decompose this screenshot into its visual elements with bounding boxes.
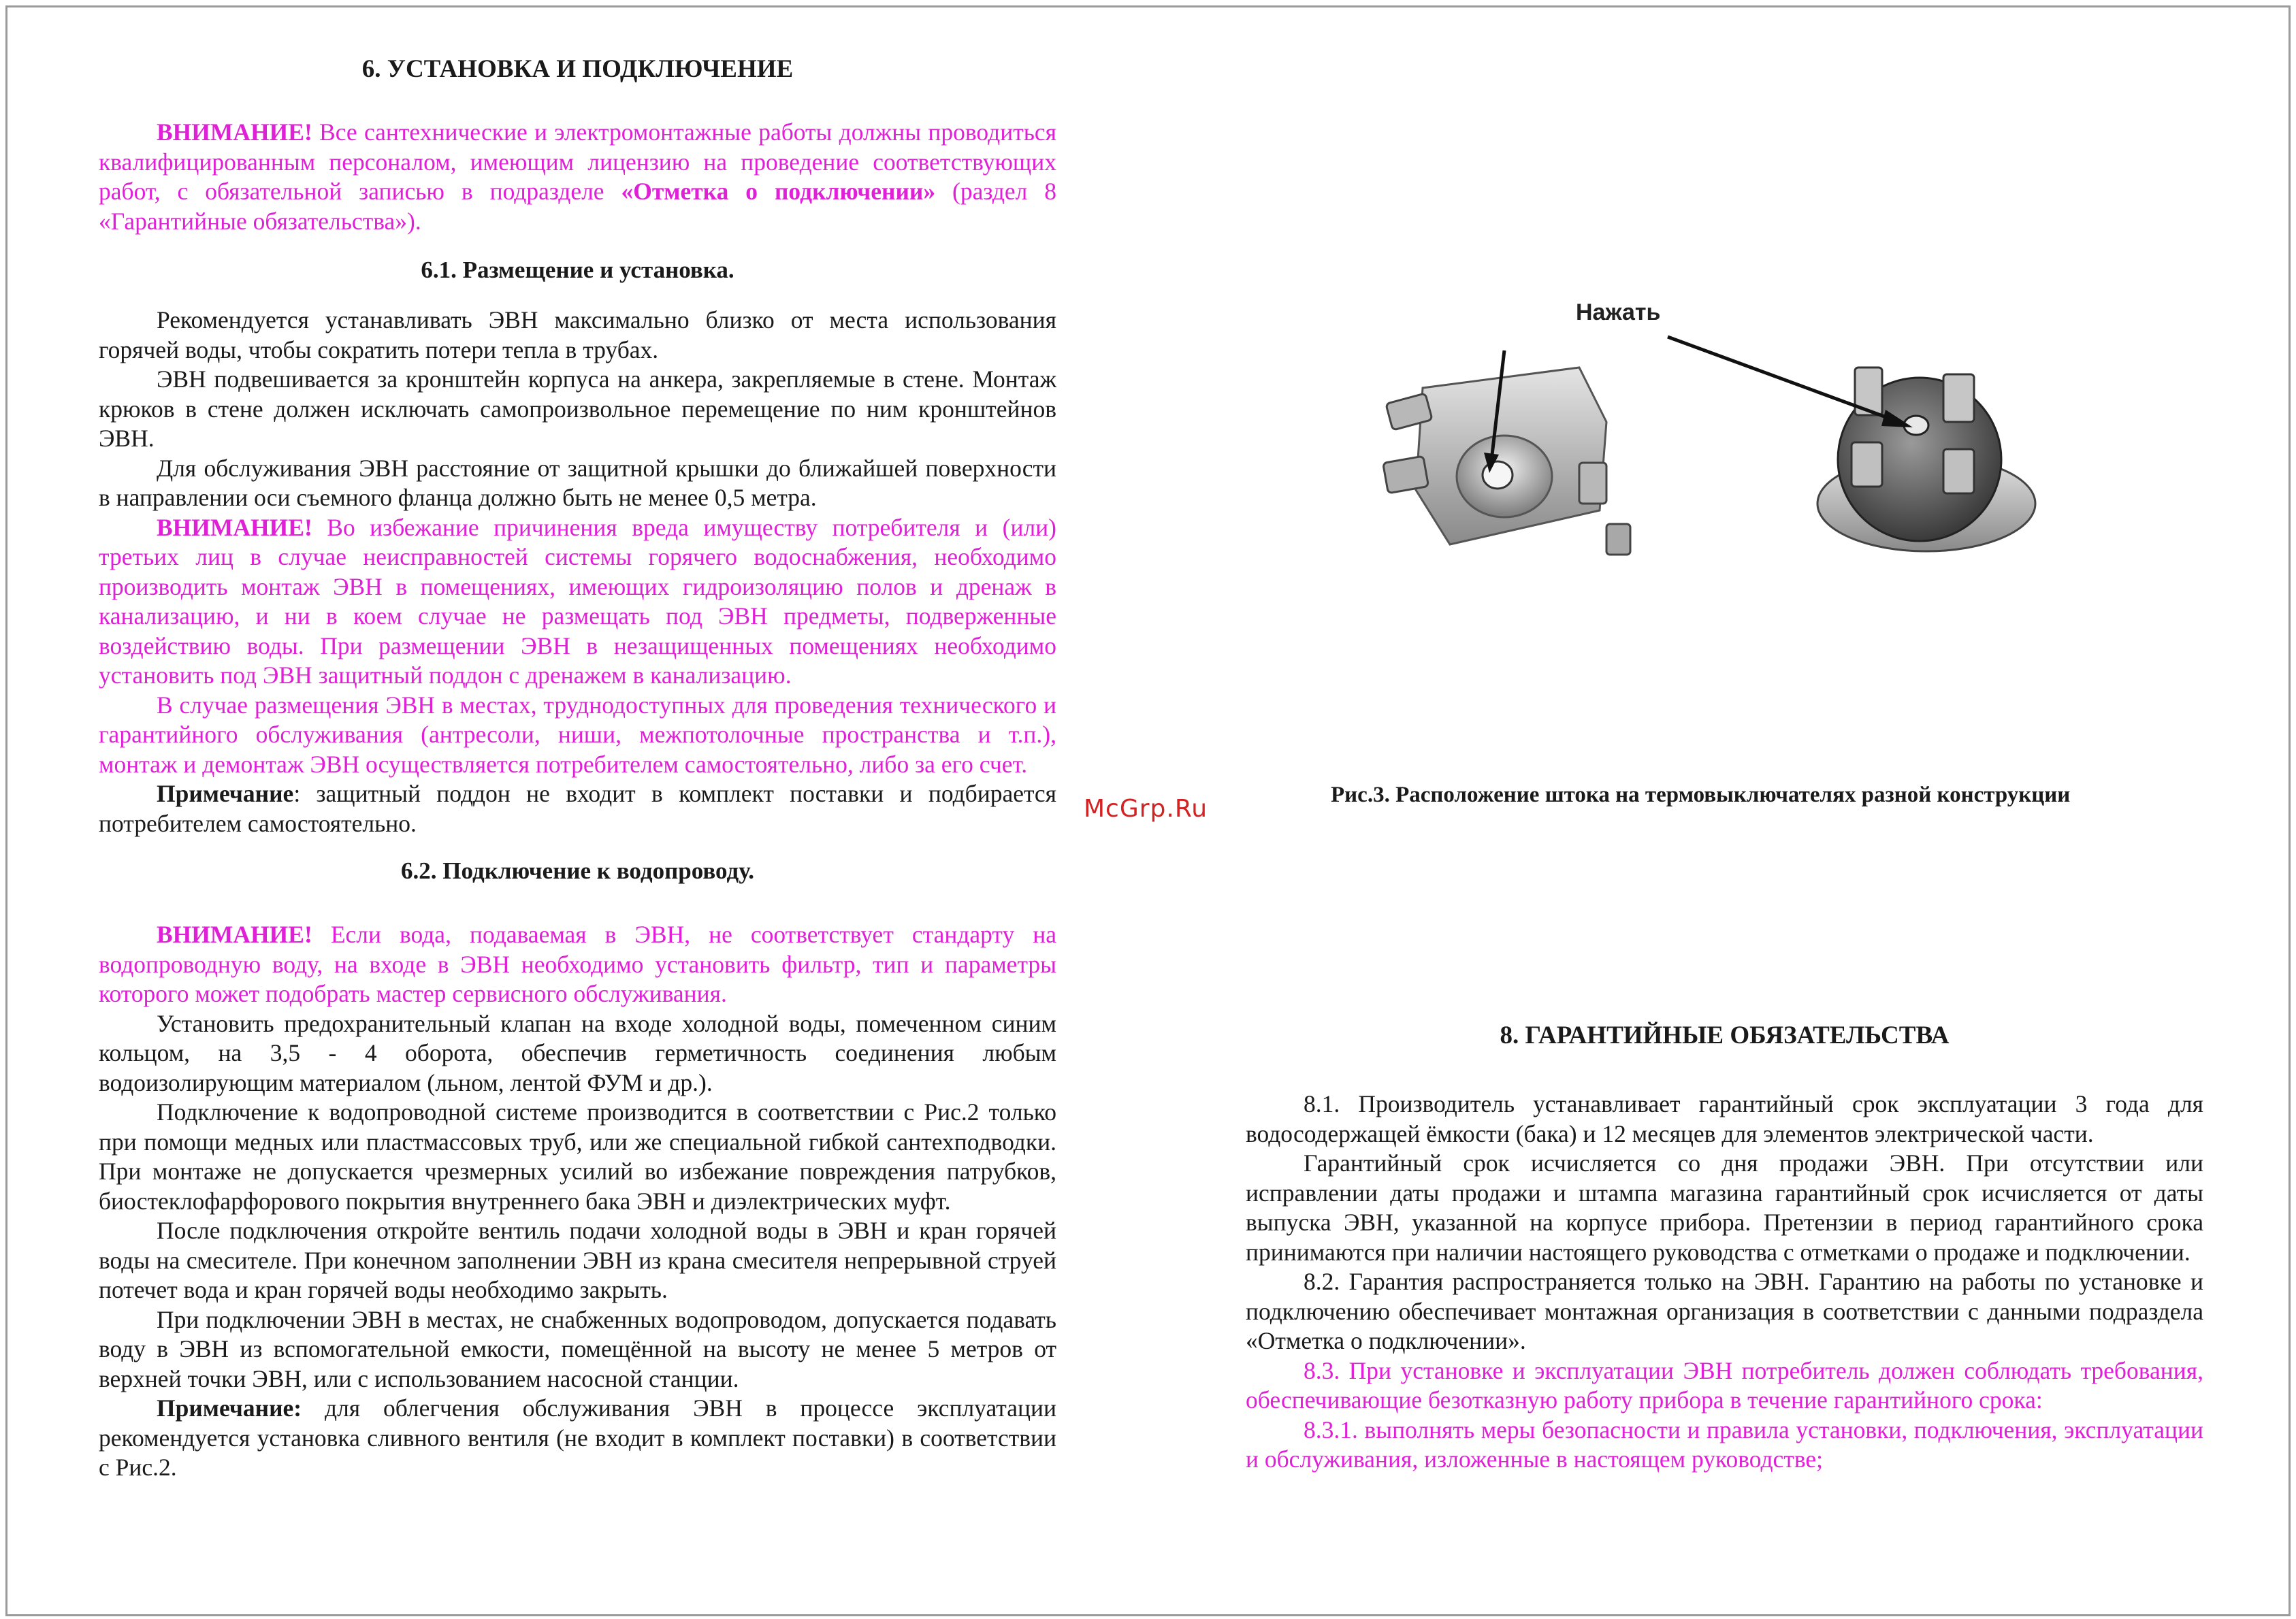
note-drain-valve: Примечание: для облегчения обслуживания ЭВН в процессе эксплуатации рекомендуется установка сливного вентиля (не входит в комплект поставки) в соответствии с Рис.2. [99,1394,1056,1481]
rod-thermostat-left [1383,367,1630,555]
paragraph-warranty-scope: 8.2. Гарантия распространяется только на ЭВН. Гарантию на работы по установке и подключению обеспечивает монтажная организация в соответствии с данными подраздела «Отметка о подключении». [1246,1268,2203,1354]
note-label: Примечание [157,780,294,807]
warning-bold-ref: «Отметка о подключении» [621,178,936,205]
paragraph-clearance: Для обслуживания ЭВН расстояние от защитной крышки до ближайшей поверхности в направлении оси съемного фланца должно быть не менее 0,5 метра. [99,454,1056,511]
subsection-6-1-title: 6.1. Размещение и установка. [421,257,734,283]
left-column [99,54,1056,1483]
warning-damage: ВНИМАНИЕ! Во избежание причинения вреда имуществу потребителя и (или) третьих лиц в случае неисправностей системы горячего водоснабжения, необходимо производить монтаж ЭВН в помещениях, имеющих гидроизоляцию полов и дренаж в канализацию, и ни в коем случае не размещать под ЭВН предметы, подверженные воздействию воды. При размещении ЭВН в незащищенных помещениях необходимо установить под ЭВН защитный поддон с дренажем в канализацию. [99,513,1056,689]
paragraph-mounting: ЭВН подвешивается за кронштейн корпуса на анкера, закрепляемые в стене. Монтаж крюков в стене должен исключать самопроизвольное перемещение по ним кронштейнов ЭВН. [99,365,1056,452]
warning-installation: ВНИМАНИЕ! Все сантехнические и электромонтажные работы должны проводиться квалифицированным персоналом, имеющим лицензию на проведение соответствующих работ, с обязательной записью в подразделе «Отметка о подключении» (раздел 8 «Гарантийные обязательства»). [99,118,1056,235]
paragraph-warranty-start: Гарантийный срок исчисляется со дня продажи ЭВН. При отсутствии или исправлении даты продажи и штампа магазина гарантийный срок исчисляется от даты выпуска ЭВН, указанной на корпусе прибора. Претензии в период гарантийного срока принимаются при наличии настоящего руководства с отметками о продаже и подключении. [1246,1149,2203,1266]
paragraph-warranty-term: 8.1. Производитель устанавливает гарантийный срок эксплуатации 3 года для водосодержащей ёмкости (бака) и 12 месяцев для элементов электрической части. [1246,1090,2203,1147]
section-8-title: 8. ГАРАНТИЙНЫЕ ОБЯЗАТЕЛЬСТВА [1500,1021,1950,1049]
warning-label: ВНИМАНИЕ! [157,513,312,541]
subsection-6-2-title: 6.2. Подключение к водопроводу. [401,857,754,884]
warning-label: ВНИМАНИЕ! [157,118,312,146]
warning-water-quality: ВНИМАНИЕ! Если вода, подаваемая в ЭВН, не соответствует стандарту на водопроводную воду, на входе в ЭВН необходимо установить фильтр, тип и параметры которого может подобрать мастер сервисного обслуживания. [99,921,1056,1007]
paragraph-safety-valve: Установить предохранительный клапан на входе холодной воды, помеченном синим кольцом, на 3,5 - 4 оборота, обеспечив герметичность соединения любым водоизолирующим материалом (льном, лентой ФУМ и др.). [99,1009,1056,1096]
paragraph-auxiliary-tank: При подключении ЭВН в местах, не снабженных водопроводом, допускается подавать воду в ЭВН из вспомогательной емкости, помещённой на высоту не менее 5 метров от верхней точки ЭВН, или с использованием насосной станции. [99,1305,1056,1392]
paragraph-consumer-duties: 8.3. При установке и эксплуатации ЭВН потребитель должен соблюдать требования, обеспечивающие безотказную работу прибора в течение гарантийного срока: [1246,1356,2203,1413]
figure-caption: Рис.3. Расположение штока на термовыключателях разной конструкции [1331,783,2071,807]
warning-label: ВНИМАНИЕ! [157,921,312,948]
paragraph-open-valve: После подключения откройте вентиль подачи холодной воды в ЭВН и кран горячей воды на смесителе. При конечном заполнении ЭВН из крана смесителя непрерывной струей потечет вода и кран горячей воды необходимо закрыть. [99,1217,1056,1303]
thermostat-photo [1375,286,2083,585]
paragraph-placement: Рекомендуется устанавливать ЭВН максимально близко от места использования горячей воды, чтобы сократить потери тепла в трубах. [99,306,1056,363]
right-column [1246,1021,2203,1475]
paragraph-water-connection: Подключение к водопроводной системе производится в соответствии с Рис.2 только при помощи медных или пластмассовых труб, или же специальной гибкой сантехподводки. При монтаже не допускается чрезмерных усилий во избежание повреждения патрубков, биостеклофарфорового покрытия внутреннего бака ЭВН и диэлектрических муфт. [99,1098,1056,1215]
paragraph-hard-access: В случае размещения ЭВН в местах, труднодоступных для проведения технического и гарантийного обслуживания (антресоли, ниши, межпотолочные пространства и т.п.), монтаж и демонтаж ЭВН осуществляется потребителем самостоятельно, либо за его счет. [99,691,1056,778]
disc-thermostat-right [1817,367,2035,551]
paragraph-safety-rules: 8.3.1. выполнять меры безопасности и правила установки, подключения, эксплуатации и обслуживания, изложенные в настоящем руководстве; [1246,1416,2203,1473]
section-6-title: 6. УСТАНОВКА И ПОДКЛЮЧЕНИЕ [361,55,794,83]
callout-label: Нажать [1576,299,1661,325]
note-label: Примечание: [157,1394,302,1422]
note-tray: Примечание: защитный поддон не входит в комплект поставки и подбирается потребителем самостоятельно. [99,780,1056,837]
watermark: McGrp.Ru [1084,795,1208,823]
